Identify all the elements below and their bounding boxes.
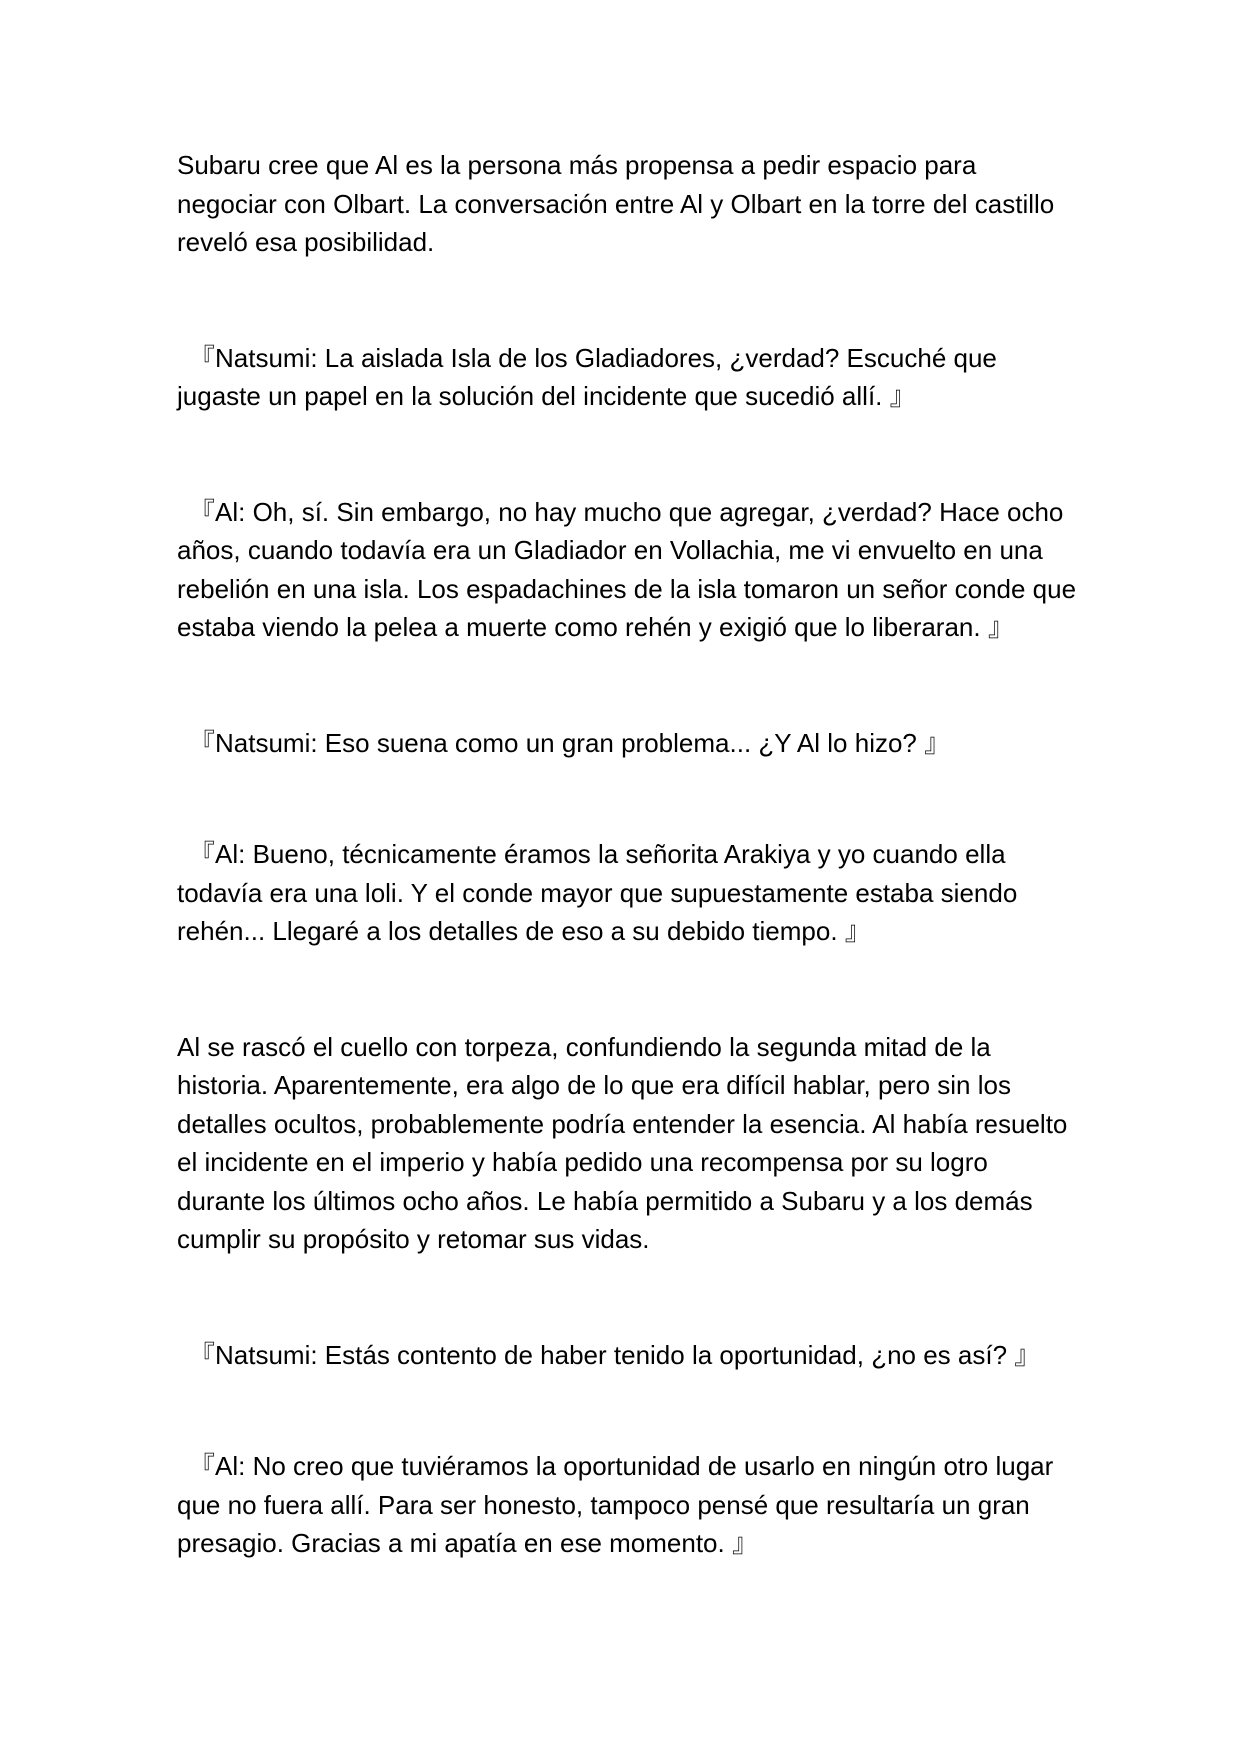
dialogue-paragraph: 『Natsumi: La aislada Isla de los Gladiadores, ¿verdad? Escuché que jugaste un papel en la solución del incidente que sucedió allí. 』 (177, 342, 997, 411)
narration-paragraph: Subaru cree que Al es la persona más propensa a pedir espacio para negociar con Olbart. La conversación entre Al y Olbart en la torre del castillo reveló esa posibilidad. (177, 150, 1055, 257)
paragraph-spacer (177, 416, 1077, 493)
paragraph-spacer (177, 1374, 1077, 1447)
dialogue-paragraph: 『Natsumi: Eso suena como un gran problema... ¿Y Al lo hizo? 』 (189, 727, 951, 758)
narration-paragraph: Al se rascó el cuello con torpeza, confundiendo la segunda mitad de la historia. Aparentemente, era algo de lo que era difícil hablar, pero sin los detalles ocultos, probablemente podría entender la esencia. Al había resuelto el incidente en el imperio y había pedido una recompensa por su logro durante los últimos ocho años. Le había permitido a Subaru y a los demás cumplir su propósito y retomar sus vidas. (177, 1031, 1068, 1254)
dialogue-paragraph: 『Natsumi: Estás contento de haber tenido la oportunidad, ¿no es así? 』 (189, 1339, 1041, 1370)
paragraph-spacer (177, 1259, 1077, 1336)
dialogue-paragraph: 『Al: No creo que tuviéramos la oportunidad de usarlo en ningún otro lugar que no fuera allí. Para ser honesto, tampoco pensé que resultaría un gran presagio. Gracias a mi apatía en ese momento. 』 (177, 1451, 1054, 1558)
dialogue-paragraph: 『Al: Oh, sí. Sin embargo, no hay mucho que agregar, ¿verdad? Hace ocho años, cuando todavía era un Gladiador en Vollachia, me vi envuelto en una rebelión en una isla. Los espadachines de la isla tomaron un señor conde que estaba viendo la pelea a muerte como rehén y exigió que lo liberaran. 』 (177, 496, 1077, 642)
paragraph-spacer (177, 762, 1077, 835)
paragraph-spacer (177, 647, 1077, 724)
text-body (177, 146, 1077, 1563)
paragraph-spacer (177, 262, 1077, 339)
dialogue-paragraph: 『Al: Bueno, técnicamente éramos la señorita Arakiya y yo cuando ella todavía era una loli. Y el conde mayor que supuestamente estaba siendo rehén... Llegaré a los detalles de eso a su debido tiempo. 』 (177, 839, 1018, 946)
paragraph-spacer (177, 951, 1077, 1028)
